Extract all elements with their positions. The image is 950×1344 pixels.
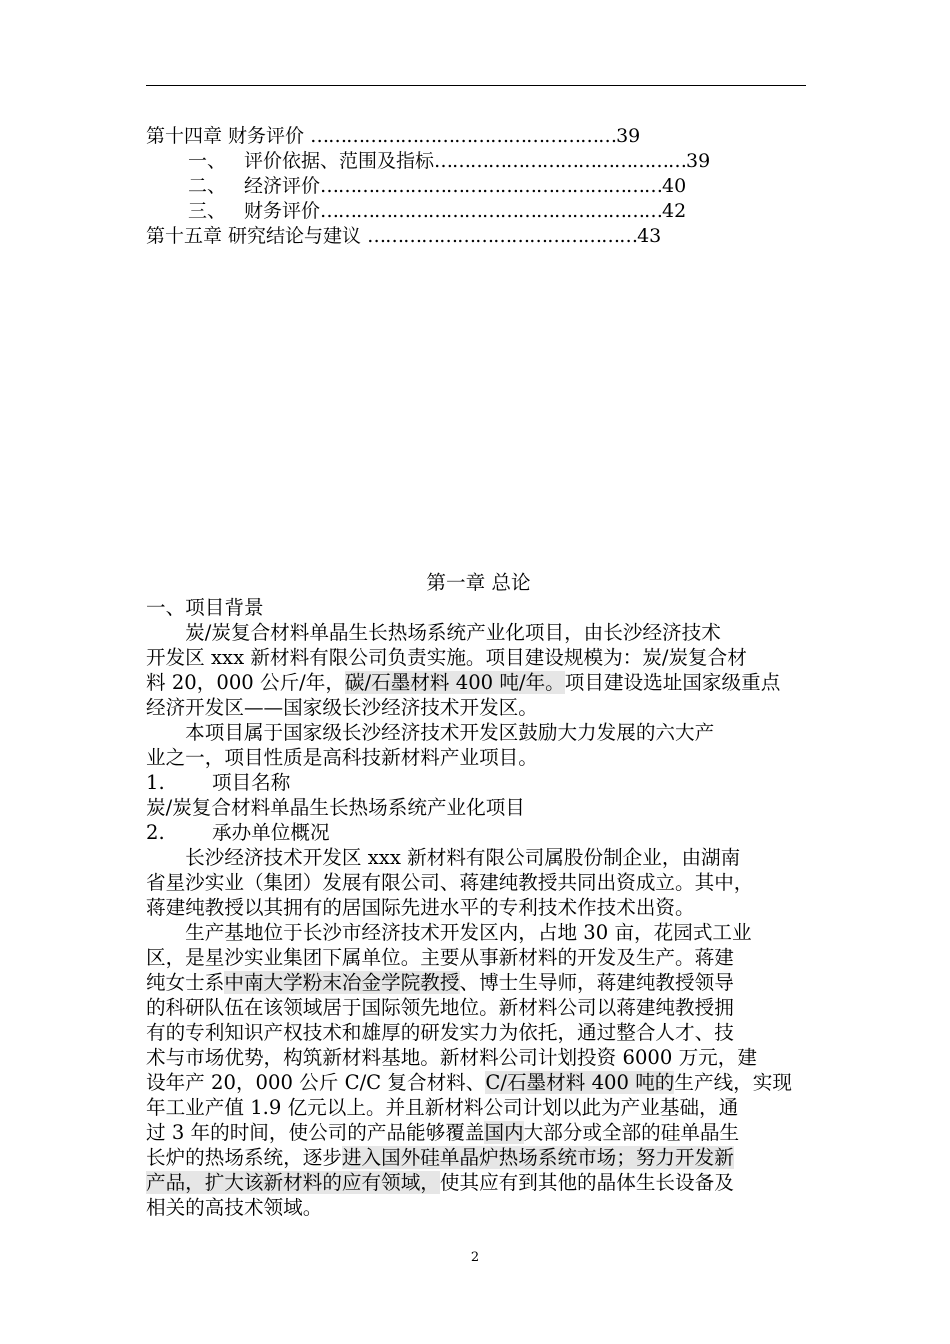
text-run: 长炉的热场系统，逐步 [146, 1146, 342, 1169]
toc-page-number: 42 [662, 200, 687, 222]
text-line: 术与市场优势，构筑新材料基地。新材料公司计划投资 6000 万元，建 [146, 1046, 757, 1069]
toc-entry-chapter-14[interactable] [146, 124, 816, 149]
text-line: 省星沙实业（集团）发展有限公司、蒋建纯教授共同出资成立。其中， [146, 871, 754, 894]
paragraph-industry [146, 720, 811, 770]
text-line: 经济开发区——国家级长沙经济技术开发区。 [146, 696, 538, 719]
text-line [146, 670, 811, 695]
paragraph-project-background [146, 620, 811, 720]
toc-entry-title: 第十五章 研究结论与建议 [146, 225, 368, 247]
table-of-contents [146, 124, 816, 249]
text-line [146, 1145, 811, 1170]
text-line: 区，是星沙实业集团下属单位。主要从事新材料的开发及生产。蒋建 [146, 946, 734, 969]
text-line: 生产基地位于长沙市经济技术开发区内，占地 30 亩，花园式工业 [146, 921, 752, 944]
page-number: 2 [470, 1250, 480, 1265]
text-line [146, 1070, 811, 1095]
section-heading: 一、项目背景 [146, 596, 264, 619]
text-run: 使其应有到其他的晶体生长设备及 [439, 1171, 734, 1194]
text-line: 年工业产值 1.9 亿元以上。并且新材料公司计划以此为产业基础，通 [146, 1096, 739, 1119]
text-run: 、博士生导师，蒋建纯教授领导 [459, 971, 734, 994]
toc-leader-dots: …………………………………………… [310, 125, 617, 147]
text-line: 本项目属于国家级长沙经济技术开发区鼓励大力发展的六大产 [146, 721, 715, 744]
toc-entry-title: 第十四章 财务评价 [146, 125, 311, 147]
list-title: 项目名称 [212, 771, 291, 794]
text-run: 设年产 20，000 公斤 C/C 复合材料、 [146, 1071, 486, 1094]
highlighted-text: 产品，扩大该新材料的应有领域， [146, 1171, 440, 1194]
header-rule [146, 85, 806, 86]
text-run: 纯女士系 [146, 971, 225, 994]
project-name-text: 炭/炭复合材料单晶生长热场系统产业化项目 [146, 796, 525, 819]
paragraph-production-base [146, 920, 811, 1220]
toc-leader-dots: ………………………………………………… [320, 175, 663, 197]
text-line: 开发区 xxx 新材料有限公司负责实施。项目建设规模为：炭/炭复合材 [146, 646, 747, 669]
list-number: 1. [146, 771, 165, 794]
text-run: 料 20，000 公斤/年， [146, 671, 345, 694]
text-run: 项目建设选址国家级重点 [564, 671, 781, 694]
toc-section-number: 二、 [188, 175, 227, 197]
toc-entry-section-3[interactable] [146, 199, 816, 224]
text-run: 生产线，实现 [674, 1071, 792, 1094]
highlighted-text: 进入国外硅单晶炉热场系统市场；努力开发新 [341, 1146, 734, 1169]
toc-page-number: 40 [662, 175, 687, 197]
highlighted-text: C/石墨材料 400 吨的 [485, 1071, 675, 1094]
text-line [146, 1120, 811, 1145]
text-line: 相关的高技术领域。 [146, 1196, 323, 1219]
toc-entry-section-1[interactable] [146, 149, 816, 174]
toc-entry-title: 财务评价 [244, 200, 321, 222]
list-item-project-name [146, 770, 811, 795]
text-line: 蒋建纯教授以其拥有的居国际先进水平的专利技术作技术出资。 [146, 896, 695, 919]
toc-leader-dots: ……………………………………… [367, 225, 638, 247]
toc-page-number: 39 [686, 150, 711, 172]
chapter-title: 第一章 总论 [426, 571, 531, 594]
toc-page-number: 39 [616, 125, 641, 147]
text-run: 过 3 年的时间，使公司的产品能够覆盖 [146, 1121, 485, 1144]
toc-leader-dots: ………………………………………………… [320, 200, 663, 222]
paragraph-company [146, 845, 811, 920]
chapter-body [146, 570, 811, 1220]
text-run: 大部分或全部的硅单晶生 [523, 1121, 740, 1144]
text-line [146, 970, 811, 995]
highlighted-text: 国内 [484, 1121, 524, 1144]
toc-entry-section-2[interactable] [146, 174, 816, 199]
toc-entry-title: 经济评价 [244, 175, 321, 197]
text-line: 业之一，项目性质是高科技新材料产业项目。 [146, 746, 538, 769]
text-line: 有的专利知识产权技术和雄厚的研发实力为依托，通过整合人才、技 [146, 1021, 734, 1044]
list-item-organizer [146, 820, 811, 845]
list-number: 2. [146, 821, 165, 844]
highlighted-text: 中南大学粉末冶金学院教授 [224, 971, 460, 994]
text-line: 长沙经济技术开发区 xxx 新材料有限公司属股份制企业，由湖南 [146, 846, 741, 869]
toc-section-number: 三、 [188, 200, 227, 222]
toc-page-number: 43 [637, 225, 662, 247]
toc-entry-chapter-15[interactable] [146, 224, 816, 249]
list-title: 承办单位概况 [212, 821, 330, 844]
text-line [146, 1170, 811, 1195]
text-line: 的科研队伍在该领域居于国际领先地位。新材料公司以蒋建纯教授拥 [146, 996, 734, 1019]
toc-section-number: 一、 [188, 150, 227, 172]
highlighted-text: 碳/石墨材料 400 吨/年。 [344, 671, 565, 694]
toc-entry-title: 评价依据、范围及指标 [244, 150, 435, 172]
toc-leader-dots: …………………………………… [434, 150, 687, 172]
text-line: 炭/炭复合材料单晶生长热场系统产业化项目，由长沙经济技术 [146, 621, 721, 644]
